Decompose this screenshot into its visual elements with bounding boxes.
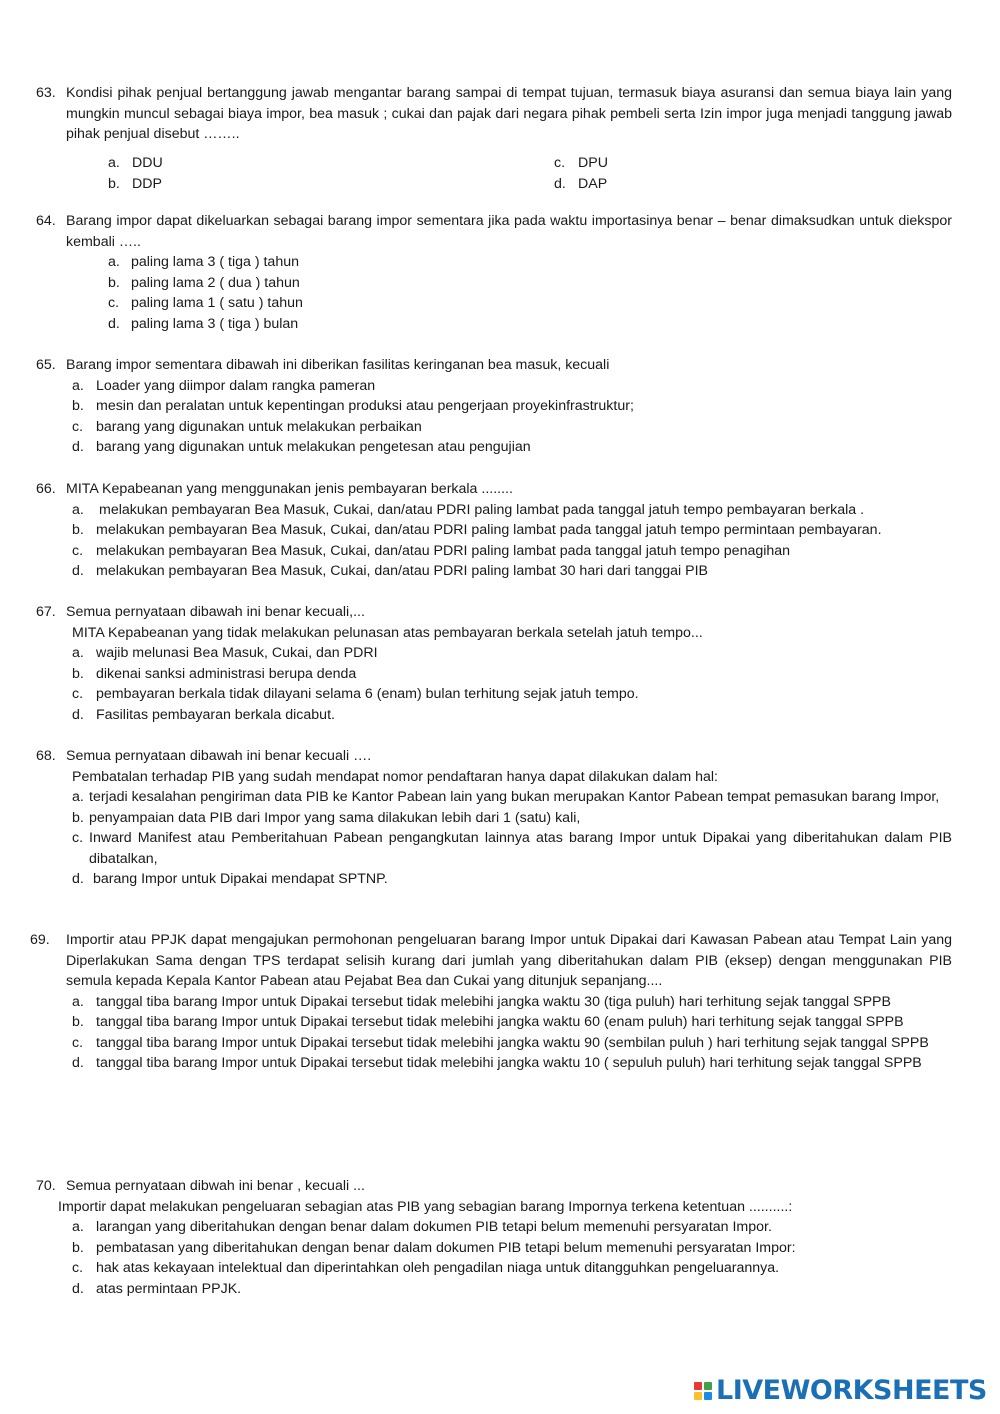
option-d[interactable]: d. melakukan pembayaran Bea Masuk, Cukai, dan/atau PDRI paling lambat 30 hari dari tanggai PIB: [72, 563, 708, 579]
question-context: MITA Kepabeanan yang tidak melakukan pelunasan atas pembayaran berkala setelah jatuh tempo...: [72, 624, 703, 641]
option-a[interactable]: a. melakukan pembayaran Bea Masuk, Cukai, dan/atau PDRI paling lambat pada tanggal jatuh tempo pembayaran berkala .: [72, 501, 865, 518]
question-68: [0, 746, 1000, 890]
option-b[interactable]: b. melakukan pembayaran Bea Masuk, Cukai, dan/atau PDRI paling lambat pada tanggal jatuh tempo permintaan pembayaran.: [72, 522, 882, 538]
question-number: 63.: [36, 85, 56, 101]
option-c[interactable]: c. pembayaran berkala tidak dilayani selama 6 (enam) bulan terhitung sejak jatuh tempo.: [72, 686, 639, 702]
liveworksheets-logo: [694, 1374, 990, 1408]
question-stem: Importir atau PPJK dapat mengajukan permohonan pengeluaran barang Impor untuk Dipakai dari Kawasan Pabean atau Tempat Lain yang Diperlakukan Sama dengan TPS terdapat selisih kurang dari jumlah yang diberitahukan dalam PIB (eksep) dengan menggunakan PIB semula kepada Kepala Kantor Pabean atau Pejabat Bea dan Cukai yang ditunjuk sepanjang....: [66, 932, 952, 989]
option-d[interactable]: d. barang Impor untuk Dipakai mendapat SPTNP.: [72, 871, 388, 887]
option-c[interactable]: c. melakukan pembayaran Bea Masuk, Cukai, dan/atau PDRI paling lambat pada tanggal jatuh tempo penagihan: [72, 542, 791, 559]
logo-square-red: [694, 1382, 702, 1390]
option-a[interactable]: a. DDU: [108, 154, 163, 171]
question-stem: MITA Kepabeanan yang menggunakan jenis pembayaran berkala ........: [66, 481, 513, 497]
option-b[interactable]: b. mesin dan peralatan untuk kepentingan produksi atau pengerjaan proyekinfrastruktur;: [72, 398, 634, 414]
option-a[interactable]: a. Loader yang diimpor dalam rangka pameran: [72, 377, 376, 394]
option-b[interactable]: b. DDP: [108, 175, 162, 192]
question-64: [0, 211, 1000, 334]
option-c[interactable]: c. hak atas kekayaan intelektual dan diperintahkan oleh pengadilan niaga untuk ditangguhkan pengeluarannya.: [72, 1260, 780, 1276]
question-stem: Barang impor dapat dikeluarkan sebagai barang impor sementara jika pada waktu importasinya benar – benar dimaksudkan untuk diekspor kembali …..: [66, 213, 952, 250]
question-number: 65.: [36, 357, 56, 373]
question-65: [0, 355, 1000, 458]
option-b[interactable]: b. tanggal tiba barang Impor untuk Dipakai tersebut tidak melebihi jangka waktu 60 (enam puluh) hari terhitung sejak tanggal SPPB: [72, 1014, 904, 1030]
option-a[interactable]: a. tanggal tiba barang Impor untuk Dipakai tersebut tidak melebihi jangka waktu 30 (tiga puluh) hari terhitung sejak tanggal SPPB: [72, 993, 891, 1010]
option-b[interactable]: b. dikenai sanksi administrasi berupa denda: [72, 665, 357, 682]
logo-square-yellow: [694, 1392, 702, 1400]
question-number: 70.: [36, 1178, 56, 1194]
question-stem: Semua pernyataan dibawah ini benar kecuali ….: [66, 748, 372, 764]
question-stem: Semua pernyataan dibawah ini benar kecuali,...: [66, 604, 365, 620]
logo-square-green: [704, 1382, 712, 1390]
option-c[interactable]: c. paling lama 1 ( satu ) tahun: [108, 295, 303, 311]
question-number: 64.: [36, 213, 56, 229]
question-number: 68.: [36, 748, 56, 764]
logo-square-blue: [704, 1392, 712, 1400]
option-d[interactable]: d. paling lama 3 ( tiga ) bulan: [108, 315, 299, 332]
question-70: [0, 1176, 1000, 1299]
question-context: Pembatalan terhadap PIB yang sudah mendapat nomor pendaftaran hanya dapat dilakukan dalam hal:: [72, 768, 718, 785]
option-d[interactable]: d. atas permintaan PPJK.: [72, 1280, 242, 1297]
logo-text: LIVEWORKSHEETS: [716, 1374, 987, 1406]
option-c[interactable]: c. tanggal tiba barang Impor untuk Dipakai tersebut tidak melebihi jangka waktu 90 (sembilan puluh ) hari terhitung sejak tanggal SPPB: [72, 1034, 929, 1051]
option-d[interactable]: d. barang yang digunakan untuk melakukan pengetesan atau pengujian: [72, 439, 531, 455]
question-69: [0, 930, 1000, 1074]
question-63: [0, 83, 1000, 195]
option-b[interactable]: b. penyampaian data PIB dari Impor yang sama dilakukan lebih dari 1 (satu) kali,: [72, 809, 581, 826]
question-number: 67.: [36, 604, 56, 620]
option-c[interactable]: c. DPU: [554, 154, 608, 171]
question-67: [0, 602, 1000, 725]
option-a[interactable]: a. paling lama 3 ( tiga ) tahun: [108, 254, 299, 270]
question-stem: Barang impor sementara dibawah ini diberikan fasilitas keringanan bea masuk, kecuali: [66, 357, 610, 373]
option-a[interactable]: a. terjadi kesalahan pengiriman data PIB ke Kantor Pabean lain yang bukan merupakan Kantor Pabean tempat pemasukan barang Impor,: [72, 789, 940, 805]
question-66: [0, 479, 1000, 582]
option-c[interactable]: c. barang yang digunakan untuk melakukan perbaikan: [72, 418, 422, 435]
option-b[interactable]: b. paling lama 2 ( dua ) tahun: [108, 274, 300, 291]
option-d[interactable]: d. Fasilitas pembayaran berkala dicabut.: [72, 706, 335, 723]
question-number: 66.: [36, 481, 56, 497]
option-a[interactable]: a. wajib melunasi Bea Masuk, Cukai, dan PDRI: [72, 645, 378, 661]
option-a[interactable]: a. larangan yang diberitahukan dengan benar dalam dokumen PIB tetapi belum memenuhi persyaratan Impor.: [72, 1219, 772, 1235]
option-b[interactable]: b. pembatasan yang diberitahukan dengan benar dalam dokumen PIB tetapi belum memenuhi persyaratan Impor:: [72, 1239, 796, 1256]
logo-mark-icon: [694, 1382, 712, 1400]
option-d[interactable]: d. DAP: [554, 175, 608, 192]
option-d[interactable]: d. tanggal tiba barang Impor untuk Dipakai tersebut tidak melebihi jangka waktu 10 ( sepuluh puluh) hari terhitung sejak tanggal SPPB: [72, 1055, 922, 1071]
question-context: Importir dapat melakukan pengeluaran sebagian atas PIB yang sebagian barang Impornya terkena ketentuan ..........:: [58, 1198, 793, 1215]
question-stem: Semua pernyataan dibwah ini benar , kecuali ...: [66, 1178, 365, 1194]
option-c[interactable]: c. Inward Manifest atau Pemberitahuan Pabean pengangkutan lainnya atas barang Impor untuk Dipakai yang diberitahukan dalam PIB dibatalkan,: [72, 830, 952, 867]
question-number: 69.: [30, 932, 50, 948]
question-stem: Kondisi pihak penjual bertanggung jawab mengantar barang sampai di tempat tujuan, termasuk biaya asuransi dan semua biaya lain yang mungkin muncul sebagai biaya impor, bea masuk ; cukai dan pajak dari negara pihak pembeli serta Izin impor juga menjadi tanggung jawab pihak penjual disebut ……..: [66, 85, 952, 142]
